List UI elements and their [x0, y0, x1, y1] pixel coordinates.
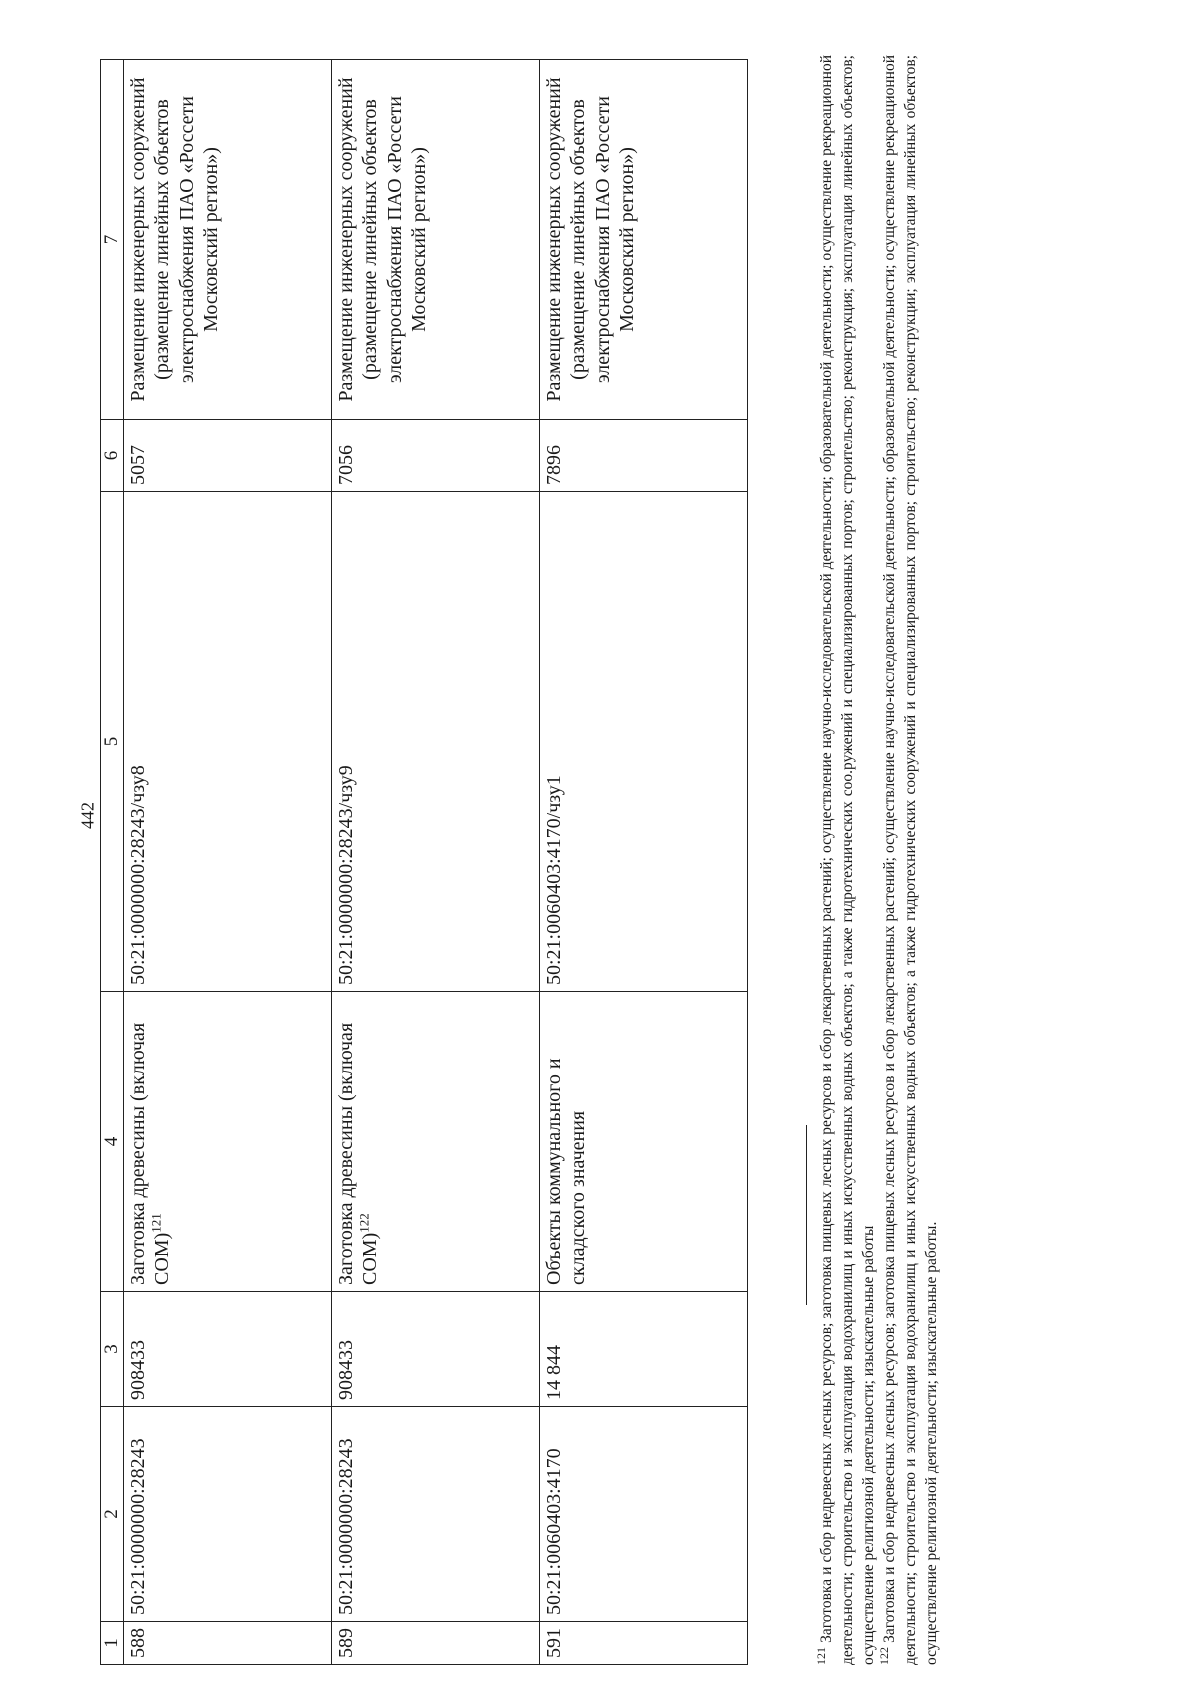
area-cell: 908433	[332, 1292, 540, 1407]
column-header: 6	[101, 420, 124, 492]
cadastral-number-cell: 50:21:0000000:28243	[332, 1407, 540, 1622]
table-header-row	[101, 60, 124, 1665]
permitted-use-cell	[332, 992, 540, 1292]
footnote-separator	[806, 1125, 807, 1305]
area-cell: 908433	[124, 1292, 332, 1407]
page-number: 442	[77, 802, 98, 829]
footnote-number: 121	[813, 1647, 828, 1665]
cadastral-number-cell: 50:21:0060403:4170	[540, 1407, 748, 1622]
column-header: 3	[101, 1292, 124, 1407]
purpose-cell: Размещение инженерных сооружений (размещение линейных объектов электроснабжения ПАО «Россети Московский регион»)	[124, 60, 332, 420]
cadastral-number-cell: 50:21:0000000:28243	[124, 1407, 332, 1622]
part-area-cell: 7056	[332, 420, 540, 492]
row-number-cell: 588	[124, 1622, 332, 1665]
table-row	[124, 60, 332, 1665]
table-row	[332, 60, 540, 1665]
part-area-cell: 7896	[540, 420, 748, 492]
column-header: 7	[101, 60, 124, 420]
footnotes	[813, 54, 942, 1665]
purpose-cell: Размещение инженерных сооружений (размещение линейных объектов электроснабжения ПАО «Россети Московский регион»)	[540, 60, 748, 420]
footnote-ref: 121	[148, 1213, 164, 1233]
rotated-page-content	[100, 25, 1200, 1665]
permitted-use-cell	[124, 992, 332, 1292]
part-number-cell: 50:21:0060403:4170/чзу1	[540, 492, 748, 992]
area-cell: 14 844	[540, 1292, 748, 1407]
column-header: 5	[101, 492, 124, 992]
footnote	[876, 54, 942, 1665]
column-header: 4	[101, 992, 124, 1292]
permitted-use-text: Объекты коммунального и складского значения	[543, 1058, 590, 1285]
permitted-use-text: Заготовка древесины (включая СОМ)	[335, 1022, 382, 1285]
part-area-cell: 5057	[124, 420, 332, 492]
footnote-text: Заготовка и сбор недревесных лесных ресурсов; заготовка пищевых лесных ресурсов и сбор лекарственных растений; осуществление научно-исследовательской деятельности; образовательной деятельности; осуществление рекреационной деятельности; строительство и эксплуатация водохранилищ и иных искусственных водных объектов; а также гидротехнических сооружений и специализированных портов; строительство; реконструкции; эксплуатация линейных объектов; осуществление религиозной деятельности; изыскательные работы.	[881, 54, 940, 1665]
row-number-cell: 589	[332, 1622, 540, 1665]
land-plots-table	[100, 59, 748, 1665]
footnote-number: 122	[876, 1647, 891, 1665]
part-number-cell: 50:21:0000000:28243/чзу8	[124, 492, 332, 992]
part-number-cell: 50:21:0000000:28243/чзу9	[332, 492, 540, 992]
column-header: 1	[101, 1622, 124, 1665]
purpose-cell: Размещение инженерных сооружений (размещение линейных объектов электроснабжения ПАО «Россети Московский регион»)	[332, 60, 540, 420]
permitted-use-text: Заготовка древесины (включая СОМ)	[127, 1022, 174, 1285]
footnote	[813, 54, 879, 1665]
row-number-cell: 591	[540, 1622, 748, 1665]
column-header: 2	[101, 1407, 124, 1622]
table-row	[540, 60, 748, 1665]
footnote-text: Заготовка и сбор недревесных лесных ресурсов; заготовка пищевых лесных ресурсов и сбор лекарственных растений; осуществление научно-исследовательской деятельности; образовательной деятельности; осуществление рекреационной деятельности; строительство и эксплуатация водохранилищ и иных искусственных водных объектов; а также гидротехнических соо.ружений и специализированных портов; строительство; реконструкция; эксплуатация линейных объектов; осуществление религиозной деятельности; изыскательные работы	[818, 54, 877, 1665]
footnote-ref: 122	[356, 1213, 372, 1233]
permitted-use-cell	[540, 992, 748, 1292]
